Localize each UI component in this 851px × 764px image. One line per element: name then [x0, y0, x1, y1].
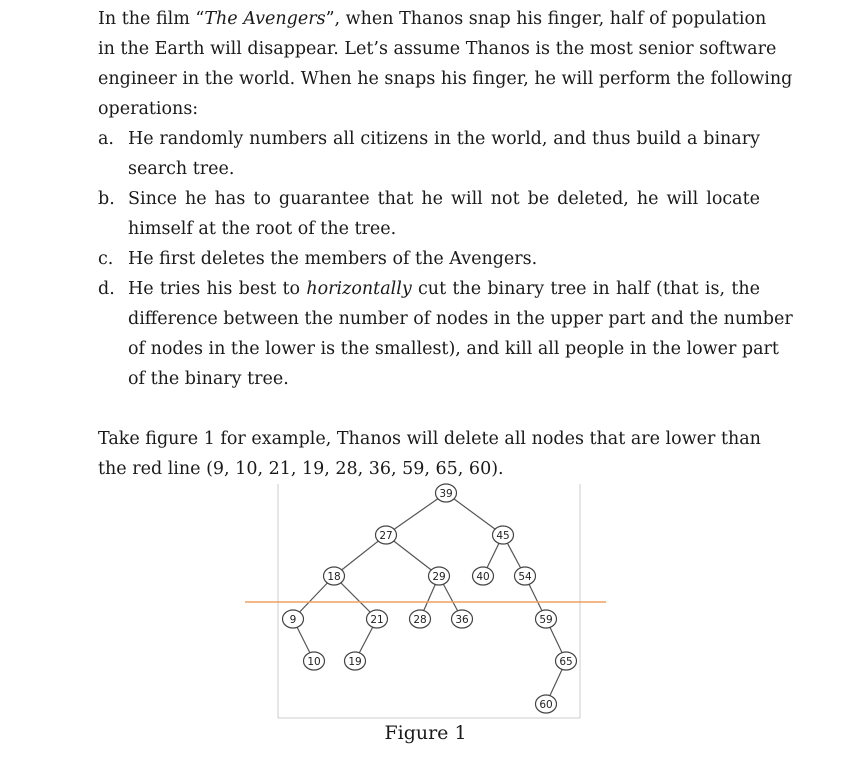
item-d-line-2: difference between the number of nodes in the upper part and the number	[128, 309, 793, 329]
edge-39-45	[446, 493, 503, 535]
list-marker: b.	[98, 189, 115, 209]
item-b-line-1: Since he has to guarantee that he will not be deleted, he will locate	[128, 189, 760, 209]
intro-line-2: in the Earth will disappear. Let’s assume Thanos is the most senior software	[98, 39, 777, 59]
svg-text:21: 21	[370, 614, 384, 626]
intro-line-1: In the film “The Avengers”, when Thanos snap his finger, half of population	[98, 9, 767, 29]
item-c-line-1: He first deletes the members of the Avengers.	[128, 249, 538, 269]
svg-text:65: 65	[559, 656, 573, 668]
svg-text:18: 18	[327, 571, 341, 583]
intro-line-3: engineer in the world. When he snaps his finger, he will perform the following	[98, 69, 793, 89]
node-40	[473, 567, 494, 585]
film-title: The Avengers	[204, 9, 326, 29]
svg-text:36: 36	[455, 614, 469, 626]
list-marker: d.	[98, 279, 115, 299]
edge-39-27	[386, 493, 446, 535]
item-d-line-1: He tries his best to horizontally cut the binary tree in half (that is, the	[128, 279, 760, 299]
svg-text:45: 45	[496, 530, 510, 542]
svg-text:40: 40	[476, 571, 490, 583]
list-marker: c.	[98, 249, 114, 269]
node-54	[515, 567, 536, 585]
item-a-line-1: He randomly numbers all citizens in the world, and thus build a binary	[128, 129, 760, 149]
svg-text:54: 54	[518, 571, 532, 583]
svg-text:10: 10	[307, 656, 321, 668]
svg-text:19: 19	[348, 656, 362, 668]
node-27	[376, 526, 397, 544]
item-a-line-2: search tree.	[128, 159, 235, 179]
figure-caption: Figure 1	[384, 722, 467, 744]
emphasis-horizontally: horizontally	[306, 279, 412, 299]
item-b-line-2: himself at the root of the tree.	[128, 219, 397, 239]
node-21	[367, 610, 388, 628]
node-65	[556, 652, 577, 670]
svg-text:28: 28	[413, 614, 427, 626]
svg-text:39: 39	[439, 488, 453, 500]
node-10	[304, 652, 325, 670]
svg-text:9: 9	[289, 614, 297, 626]
svg-text:27: 27	[379, 530, 393, 542]
node-39	[436, 484, 457, 502]
svg-text:29: 29	[432, 571, 446, 583]
node-18	[324, 567, 345, 585]
example-line-1: Take figure 1 for example, Thanos will delete all nodes that are lower than	[98, 429, 761, 449]
item-d-line-3: of nodes in the lower is the smallest), and kill all people in the lower part	[128, 339, 779, 359]
node-36	[452, 610, 473, 628]
node-60	[536, 695, 557, 713]
node-9	[283, 610, 304, 628]
tree-edges	[293, 493, 566, 704]
node-28	[410, 610, 431, 628]
intro-line-4: operations:	[98, 99, 199, 119]
node-29	[429, 567, 450, 585]
item-d-line-4: of the binary tree.	[128, 369, 289, 389]
node-19	[345, 652, 366, 670]
list-marker: a.	[98, 129, 114, 149]
node-59	[536, 610, 557, 628]
example-line-2: the red line (9, 10, 21, 19, 28, 36, 59, 65, 60).	[98, 459, 504, 479]
svg-text:60: 60	[539, 699, 553, 711]
svg-text:59: 59	[539, 614, 553, 626]
node-45	[493, 526, 514, 544]
